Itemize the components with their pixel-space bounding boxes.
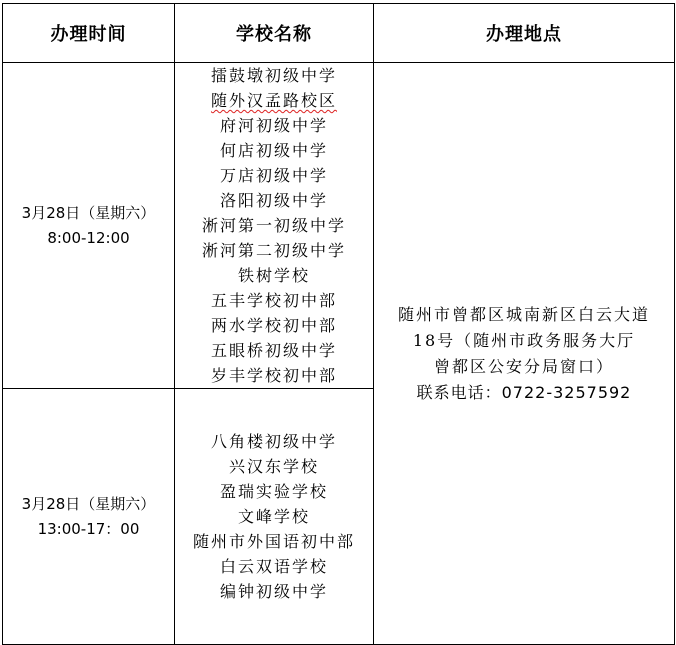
school-item: 八角楼初级中学 xyxy=(210,432,337,451)
school-item: 府河初级中学 xyxy=(219,116,328,135)
school-item: 五眼桥初级中学 xyxy=(210,341,337,360)
school-item: 铁树学校 xyxy=(237,266,310,285)
table-row-morning xyxy=(3,63,675,389)
school-item: 白云双语学校 xyxy=(219,557,328,576)
header-time: 办理时间 xyxy=(3,4,175,63)
school-list-morning xyxy=(175,63,374,389)
school-item: 淅河第二初级中学 xyxy=(201,241,346,260)
contact-phone: 联系电话：0722-3257592 xyxy=(416,382,632,402)
location-cell xyxy=(374,63,675,645)
session-date: 3月28日（星期六） xyxy=(21,494,156,513)
school-item: 岁丰学校初中部 xyxy=(210,366,337,385)
location-line: 随州市曾都区城南新区白云大道 xyxy=(397,304,650,324)
location-line: 18号（随州市政务服务大厅 xyxy=(412,330,636,350)
school-item: 洛阳初级中学 xyxy=(219,191,328,210)
school-item: 淅河第一初级中学 xyxy=(201,216,346,235)
school-item: 随外汉孟路校区 xyxy=(210,91,337,110)
school-item: 万店初级中学 xyxy=(219,166,328,185)
school-item: 文峰学校 xyxy=(237,507,310,526)
school-item: 擂鼓墩初级中学 xyxy=(210,66,337,85)
school-list-afternoon xyxy=(175,389,374,645)
session-date: 3月28日（星期六） xyxy=(21,203,156,222)
time-cell-afternoon xyxy=(3,389,175,645)
school-item: 编钟初级中学 xyxy=(219,582,328,601)
school-item: 两水学校初中部 xyxy=(210,316,337,335)
time-cell-morning xyxy=(3,63,175,389)
location-line: 曾都区公安分局窗口） xyxy=(433,356,614,376)
school-item: 兴汉东学校 xyxy=(228,457,319,476)
school-item: 何店初级中学 xyxy=(219,141,328,160)
school-item: 随州市外国语初中部 xyxy=(192,532,355,551)
session-time: 13:00-17：00 xyxy=(37,519,140,538)
school-item: 盈瑞实验学校 xyxy=(219,482,328,501)
session-time: 8:00-12:00 xyxy=(47,228,130,247)
header-school: 学校名称 xyxy=(175,4,374,63)
header-row xyxy=(3,4,675,63)
schedule-table xyxy=(2,3,675,645)
header-location: 办理地点 xyxy=(374,4,675,63)
school-item: 五丰学校初中部 xyxy=(210,291,337,310)
